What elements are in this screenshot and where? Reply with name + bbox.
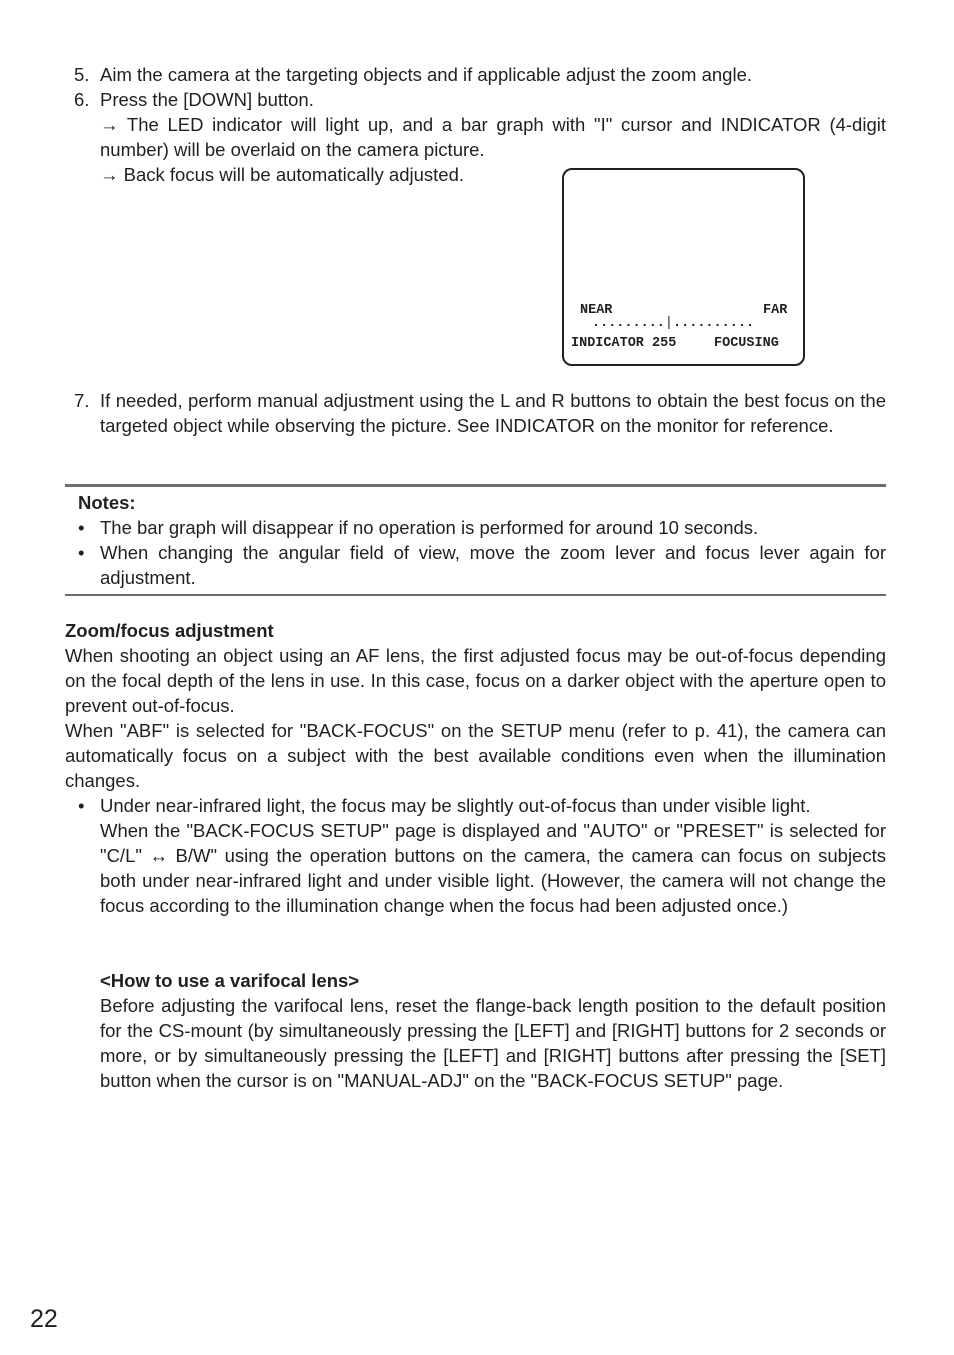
near-label: NEAR (580, 303, 613, 318)
notes-bottom-rule (65, 594, 886, 596)
step-number: 5. (74, 64, 90, 85)
step-text: Press the [DOWN] button. (100, 89, 314, 110)
bullet-icon: • (78, 517, 85, 538)
bar-cursor: | (664, 316, 674, 331)
note-text: The bar graph will disappear if no operation is performed for around 10 seconds. (100, 517, 759, 538)
step-text: Aim the camera at the targeting objects and if applicable adjust the zoom angle. (100, 64, 752, 85)
indicator-line (571, 336, 676, 352)
arrow-right-icon: → (100, 164, 119, 185)
bullet-icon: • (78, 795, 85, 816)
bullet-continuation: When the "BACK-FOCUS SETUP" page is displayed and "AUTO" or "PRESET" is selected for "C/L" ↔ B/W" using the operation buttons on the camera, the camera can focus on subjects both under near-infrared light and under visible light. (However, the camera will not change the focus according to the illumination change when the focus had been adjusted once.) (100, 820, 886, 916)
step-number: 6. (74, 89, 90, 110)
indicator-label: INDICATOR (571, 336, 644, 351)
step-text: If needed, perform manual adjustment using the L and R buttons to obtain the best focus on the targeted object while observing the picture. See INDICATOR on the monitor for reference. (100, 390, 886, 436)
note-text: When changing the angular field of view, move the zoom lever and focus lever again for adjustment. (100, 542, 886, 588)
arrow-right-icon: → (100, 114, 119, 135)
paragraph: When "ABF" is selected for "BACK-FOCUS" on the SETUP menu (refer to p. 41), the camera can automatically focus on a subject with the best available conditions even when the illumination changes. (65, 720, 886, 791)
paragraph: Before adjusting the varifocal lens, reset the flange-back length position to the default position for the CS-mount (by simultaneously pressing the [LEFT] and [RIGHT] buttons for 2 seconds or more, or by simultaneously pressing the [LEFT] and [RIGHT] buttons after pressing the [SET] button when the cursor is on "MANUAL-ADJ" on the "BACK-FOCUS SETUP" page. (100, 995, 886, 1091)
focus-bar-graph (592, 316, 754, 332)
step-number: 7. (74, 390, 90, 411)
paragraph: When shooting an object using an AF lens, the first adjusted focus may be out-of-focus depending on the focal depth of the lens in use. In this case, focus on a darker object with the aperture open to prevent out-of-focus. (65, 645, 886, 716)
bar-right: .......... (673, 316, 755, 331)
step-result: → Back focus will be automatically adjusted. (100, 164, 465, 185)
bar-left: ......... (592, 316, 665, 331)
notes-top-rule (65, 484, 886, 487)
section-heading: Zoom/focus adjustment (65, 620, 274, 641)
monitor-screen (562, 168, 805, 366)
page-number: 22 (30, 1305, 58, 1333)
focusing-status: FOCUSING (714, 336, 779, 351)
subheading: <How to use a varifocal lens> (100, 970, 360, 991)
notes-heading: Notes: (78, 492, 136, 513)
far-label: FAR (763, 303, 788, 318)
bullet-icon: • (78, 542, 85, 563)
bullet-text: Under near-infrared light, the focus may be slightly out-of-focus than under visible light. (100, 795, 811, 816)
indicator-value: 255 (652, 336, 677, 351)
step-result: → The LED indicator will light up, and a bar graph with "I" cursor and INDICATOR (4-digit number) will be overlaid on the camera picture. (100, 114, 886, 160)
